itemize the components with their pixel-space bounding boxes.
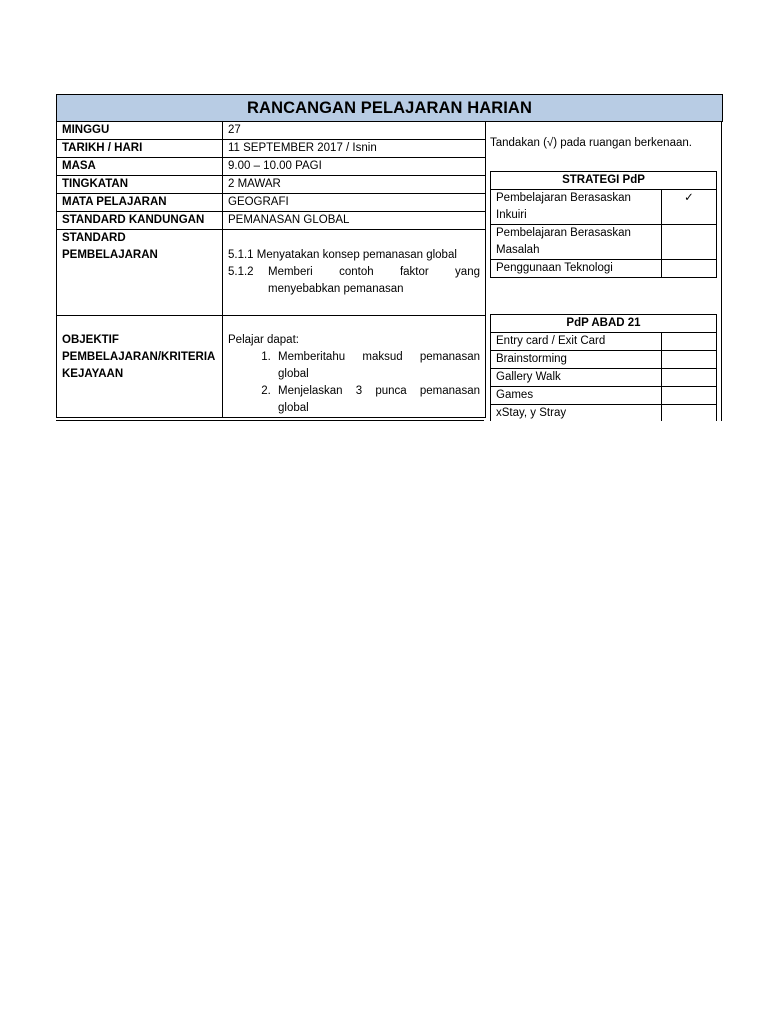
standard-item-number: 5.1.1: [228, 249, 254, 261]
document-title: RANCANGAN PELAJARAN HARIAN: [56, 94, 723, 122]
row-value-mata-pelajaran: GEOGRAFI: [223, 194, 486, 212]
abad21-item-label: Games: [491, 387, 662, 405]
abad21-table: [490, 314, 717, 421]
abad21-item-label: Entry card / Exit Card: [491, 333, 662, 351]
bottom-border: [56, 420, 484, 421]
row-value-tarikh: 11 SEPTEMBER 2017 / Isnin: [223, 140, 486, 158]
table-row: [491, 172, 717, 190]
table-row: [57, 140, 486, 158]
objektif-content: [223, 316, 486, 418]
row-value-standard-kandungan: PEMANASAN GLOBAL: [223, 212, 486, 230]
table-row: [491, 405, 717, 422]
check-icon[interactable]: ✓: [662, 190, 717, 225]
strategi-table: [490, 171, 717, 278]
abad21-item-label: Brainstorming: [491, 351, 662, 369]
instruction-text: Tandakan (√) pada ruangan berkenaan.: [490, 137, 692, 149]
row-label-mata-pelajaran: MATA PELAJARAN: [57, 194, 223, 212]
abad21-mark-cell[interactable]: [662, 333, 717, 351]
row-label-standard-kandungan: STANDARD KANDUNGAN: [57, 212, 223, 230]
table-row: [57, 316, 486, 418]
row-value-minggu: 27: [223, 122, 486, 140]
table-row: [491, 369, 717, 387]
abad21-mark-cell[interactable]: [662, 405, 717, 422]
lesson-plan-document: [56, 94, 723, 421]
abad21-item-label: Gallery Walk: [491, 369, 662, 387]
abad21-mark-cell[interactable]: [662, 351, 717, 369]
abad21-item-label: xStay, y Stray: [491, 405, 662, 422]
strategi-mark-cell[interactable]: [662, 260, 717, 278]
table-row: [491, 190, 717, 225]
table-row: [491, 260, 717, 278]
standard-item: [228, 264, 480, 298]
table-row: [57, 230, 486, 316]
standard-pembelajaran-label: STANDARD PEMBELAJARAN: [57, 230, 223, 316]
row-label-masa: MASA: [57, 158, 223, 176]
table-row: [491, 351, 717, 369]
table-row: [57, 194, 486, 212]
strategi-header: STRATEGI PdP: [491, 172, 717, 190]
objektif-intro: Pelajar dapat:: [228, 334, 299, 346]
strategi-item-label: Pembelajaran Berasaskan Inkuiri: [491, 190, 662, 225]
strategi-item-label: Penggunaan Teknologi: [491, 260, 662, 278]
standard-item-text: Memberi contoh faktor yang menyebabkan pemanasan: [268, 266, 480, 295]
table-row: [491, 225, 717, 260]
right-panel: [484, 121, 722, 421]
standard-item-number: 5.1.2: [228, 266, 254, 278]
strategi-item-label: Pembelajaran Berasaskan Masalah: [491, 225, 662, 260]
table-row: [57, 176, 486, 194]
list-item: 1. Memberitahu maksud pemanasan global: [274, 349, 480, 383]
strategi-mark-cell[interactable]: [662, 225, 717, 260]
row-label-tingkatan: TINGKATAN: [57, 176, 223, 194]
table-row: [491, 387, 717, 405]
abad21-header: PdP ABAD 21: [491, 315, 717, 333]
abad21-mark-cell[interactable]: [662, 387, 717, 405]
row-value-tingkatan: 2 MAWAR: [223, 176, 486, 194]
standard-item-text: Menyatakan konsep pemanasan global: [256, 249, 457, 261]
row-value-masa: 9.00 – 10.00 PAGI: [223, 158, 486, 176]
row-label-minggu: MINGGU: [57, 122, 223, 140]
abad21-mark-cell[interactable]: [662, 369, 717, 387]
objektif-list: [228, 349, 480, 417]
table-row: [57, 212, 486, 230]
table-row: [57, 158, 486, 176]
list-item: 2. Menjelaskan 3 punca pemanasan global: [274, 383, 480, 417]
standard-item: [228, 247, 480, 264]
lesson-info-table: [56, 121, 486, 418]
row-label-tarikh: TARIKH / HARI: [57, 140, 223, 158]
standard-pembelajaran-content: [223, 230, 486, 316]
table-row: [57, 122, 486, 140]
objektif-label: OBJEKTIF PEMBELAJARAN/KRITERIA KEJAYAAN: [57, 316, 223, 418]
table-row: [491, 333, 717, 351]
table-row: [491, 315, 717, 333]
